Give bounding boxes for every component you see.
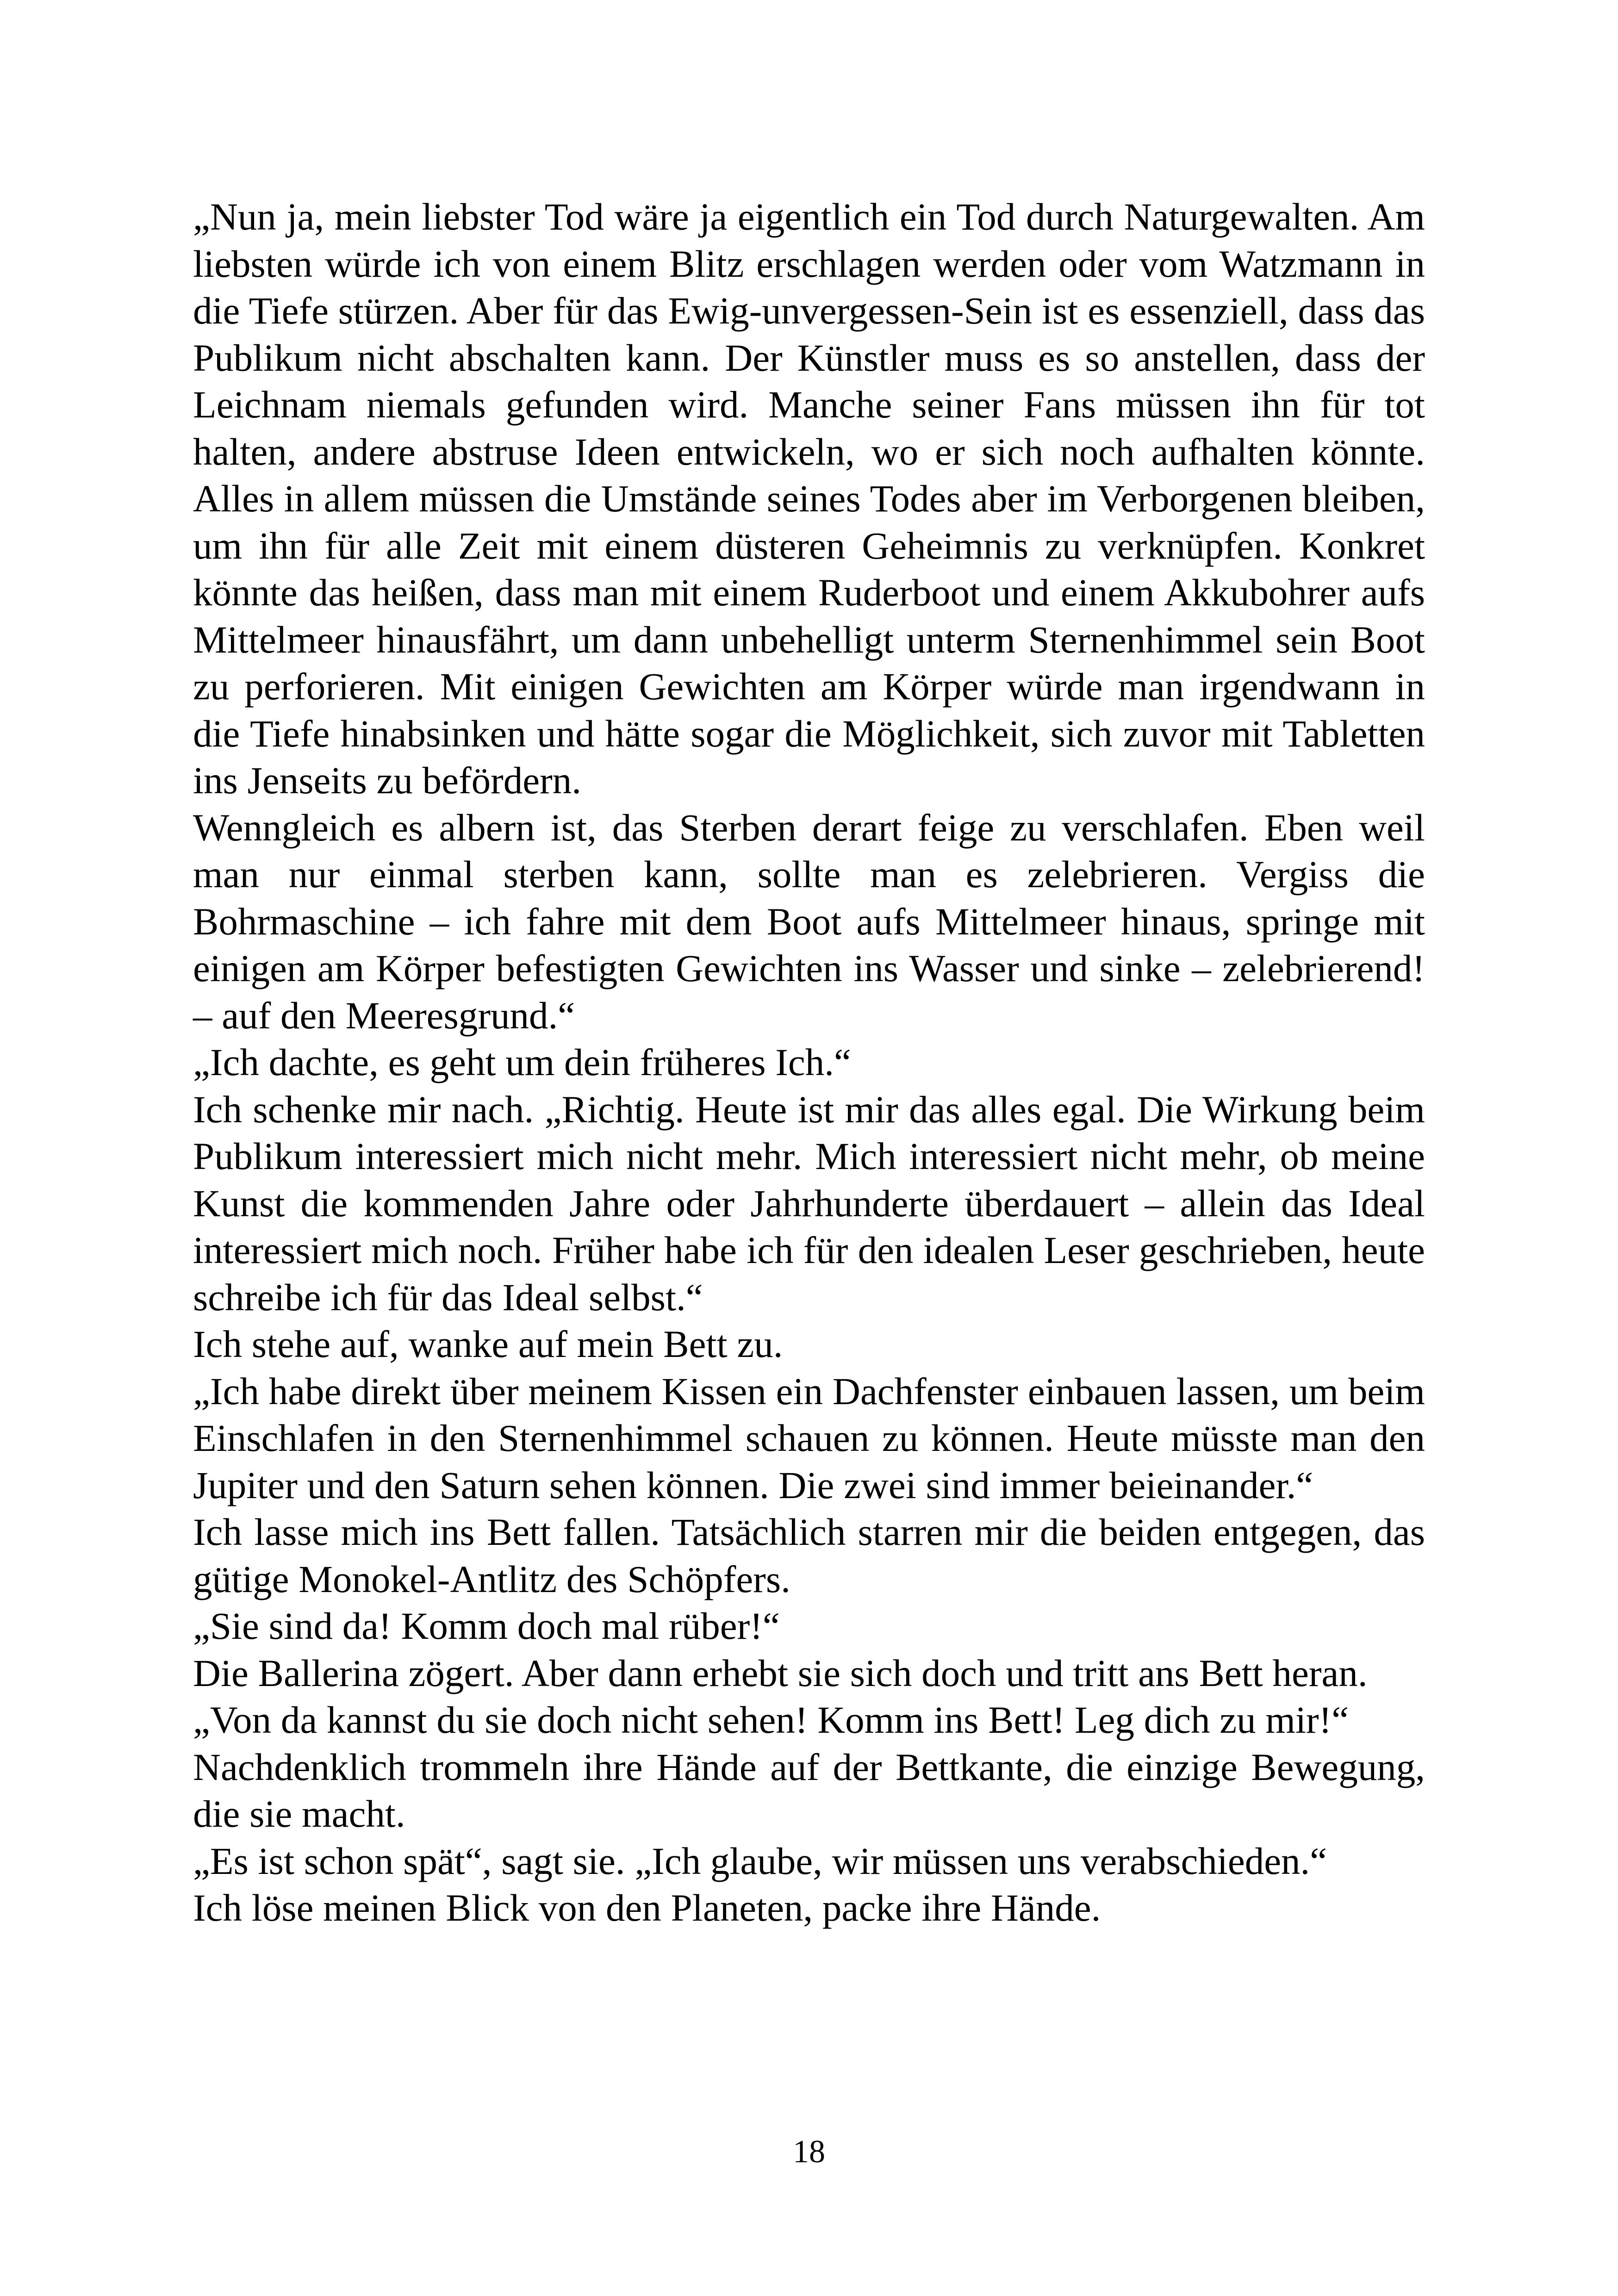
paragraph-6: „Ich habe direkt über meinem Kissen ein Dachfenster einbauen lassen, um beim Einschlafen in den Sternenhimmel schauen zu können. Heute müsste man den Jupiter und den Saturn sehen können. Die zwei sind immer beieinander.“	[193, 1369, 1425, 1506]
paragraph-11: Nachdenklich trommeln ihre Hände auf der Bettkante, die einzige Bewegung, die sie macht.	[193, 1745, 1425, 1835]
body-text	[193, 193, 1425, 1932]
paragraph-13: Ich löse meinen Blick von den Planeten, packe ihre Hände.	[193, 1886, 1101, 1929]
paragraph-1: „Nun ja, mein liebster Tod wäre ja eigentlich ein Tod durch Naturgewalten. Am liebsten würde ich von einem Blitz erschlagen werden oder vom Watzmann in die Tiefe stürzen. Aber für das Ewig-unvergessen-Sein ist es essenziell, dass das Publikum nicht abschalten kann. Der Künstler muss es so anstellen, dass der Leichnam niemals gefunden wird. Manche seiner Fans müssen ihn für tot halten, andere abstruse Ideen entwickeln, wo er sich noch aufhalten könnte. Alles in allem müssen die Umstände seines Todes aber im Verborgenen bleiben, um ihn für alle Zeit mit einem düsteren Geheimnis zu verknüpfen. Konkret könnte das heißen, dass man mit einem Ruderboot und einem Akkubohrer aufs Mittelmeer hinausfährt, um dann unbehelligt unterm Sternenhimmel sein Boot zu perforieren. Mit einigen Gewichten am Körper würde man irgendwann in die Tiefe hinabsinken und hätte sogar die Möglichkeit, sich zuvor mit Tabletten ins Jenseits zu befördern.	[193, 195, 1425, 802]
paragraph-2: Wenngleich es albern ist, das Sterben derart feige zu verschlafen. Eben weil man nur einmal sterben kann, sollte man es zelebrieren. Vergiss die Bohrmaschine – ich fahre mit dem Boot aufs Mittelmeer hinaus, springe mit einigen am Körper befestigten Gewichten ins Wasser und sinke – zelebrierend! – auf den Meeresgrund.“	[193, 806, 1425, 1037]
paragraph-12: „Es ist schon spät“, sagt sie. „Ich glaube, wir müssen uns verabschieden.“	[193, 1839, 1327, 1882]
paragraph-9: Die Ballerina zögert. Aber dann erhebt sie sich doch und tritt ans Bett heran.	[193, 1651, 1368, 1694]
page-number: 18	[793, 2134, 825, 2170]
paragraph-3: „Ich dachte, es geht um dein früheres Ich.“	[193, 1041, 851, 1083]
paragraph-8: „Sie sind da! Komm doch mal rüber!“	[193, 1605, 780, 1647]
paragraph-4: Ich schenke mir nach. „Richtig. Heute ist mir das alles egal. Die Wirkung beim Publikum interessiert mich nicht mehr. Mich interessiert nicht mehr, ob meine Kunst die kommenden Jahre oder Jahrhunderte überdauert – allein das Ideal interessiert mich noch. Früher habe ich für den idealen Leser geschrieben, heute schreibe ich für das Ideal selbst.“	[193, 1088, 1425, 1319]
paragraph-10: „Von da kannst du sie doch nicht sehen! Komm ins Bett! Leg dich zu mir!“	[193, 1699, 1349, 1741]
paragraph-5: Ich stehe auf, wanke auf mein Bett zu.	[193, 1323, 783, 1365]
paragraph-7: Ich lasse mich ins Bett fallen. Tatsächlich starren mir die beiden entgegen, das gütige Monokel-Antlitz des Schöpfers.	[193, 1511, 1425, 1600]
